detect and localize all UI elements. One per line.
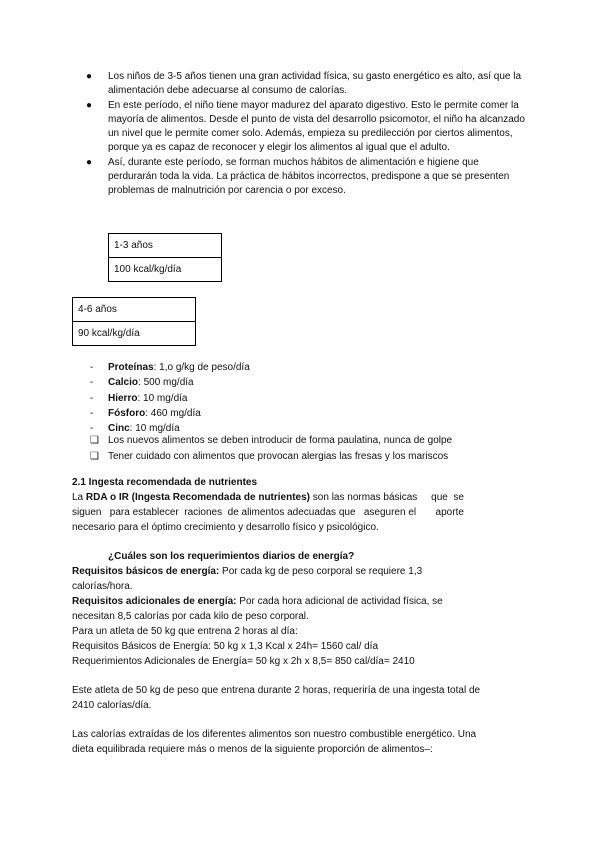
list-item: - Calcio: 500 mg/día xyxy=(90,377,194,389)
list-item: - Hierro: 10 mg/día xyxy=(90,392,188,404)
nutrient-list xyxy=(90,360,250,436)
paragraph-line: 2410 calorías/día. xyxy=(72,700,152,711)
question-heading: ¿Cuáles son los requerimientos diarios de energía? xyxy=(108,551,355,562)
paragraph-line: Requisitos básicos de energía: Por cada kg de peso corporal se requiere 1,3 xyxy=(72,566,423,577)
paragraph-line: calorías/hora. xyxy=(72,581,133,592)
checkbox-icon: ❑ xyxy=(90,435,99,446)
paragraph-line: necesitan 8,5 calorías por cada kilo de peso corporal. xyxy=(72,611,309,622)
kcal-table-1-3 xyxy=(108,233,222,282)
section-heading: 2.1 Ingesta recomendada de nutrientes xyxy=(72,477,258,488)
paragraph-line: Las calorías extraídas de los diferentes alimentos son nuestro combustible energético. Una xyxy=(72,729,477,740)
bullet-icon: ● xyxy=(86,71,93,82)
paragraph-line: siguen para establecer raciones de alimentos adecuadas que aseguren el aporte xyxy=(72,507,464,518)
list-item: ● En este período, el niño tiene mayor madurez del aparato digestivo. Esto le permite comer la mayoría de alimentos. Desde el punto de vista del desarrollo psicomotor, el niño ha alcanzado un nivel que le permite comer solo. Además, empieza su predilección por ciertos alimentos, porque ya es capaz de reconocer y elegir los alimentos al igual que el adulto. xyxy=(86,99,525,154)
table-cell: 90 kcal/kg/día xyxy=(73,322,196,346)
paragraph-line: Requerimientos Adicionales de Energía= 50 kg x 2h x 8,5= 850 cal/día= 2410 xyxy=(72,656,415,667)
paragraph-line: Requisitos Básicos de Energía: 50 kg x 1,3 Kcal x 24h= 1560 cal/ día xyxy=(72,641,379,652)
paragraph-line: Este atleta de 50 kg de peso que entrena durante 2 horas, requeriría de una ingesta total de xyxy=(72,685,481,696)
checkbox-icon: ❑ xyxy=(90,450,99,462)
list-item: ❑ Tener cuidado con alimentos que provocan alergias las fresas y los mariscos xyxy=(90,449,452,465)
list-item: - Fósforo: 460 mg/día xyxy=(90,407,201,419)
paragraph-line: necesario para el óptimo crecimiento y desarrollo físico y psicológico. xyxy=(72,522,379,533)
table-cell: 100 kcal/kg/día xyxy=(109,258,222,282)
list-item: ❑ Los nuevos alimentos se deben introducir de forma paulatina, nunca de golpe xyxy=(90,433,452,449)
paragraph-line: dieta equilibrada requiere más o menos de la siguiente proporción de alimentos–: xyxy=(72,744,433,755)
list-item: ● Los niños de 3-5 años tienen una gran actividad física, su gasto energético es alto, así que la alimentación debe adecuarse al consumo de calorías. xyxy=(86,71,522,97)
bullet-list xyxy=(86,70,526,199)
table-cell: 4-6 años xyxy=(73,298,196,322)
kcal-table-4-6 xyxy=(72,297,196,346)
paragraph-line: Para un atleta de 50 kg que entrena 2 horas al día: xyxy=(72,626,298,637)
check-list xyxy=(90,433,452,464)
list-item: - Proteínas: 1,o g/kg de peso/día xyxy=(90,362,250,373)
bullet-icon: ● xyxy=(86,99,93,111)
list-item: ● Así, durante este período, se forman muchos hábitos de alimentación e higiene que perdurarán toda la vida. La práctica de hábitos incorrectos, predispone a que se presenten problemas de malnutrición por carencia o por exceso. xyxy=(86,156,510,197)
table-cell: 1-3 años xyxy=(109,234,222,258)
paragraph-line: Requisitos adicionales de energía: Por cada hora adicional de actividad física, se xyxy=(72,596,443,607)
paragraph-line: La RDA o IR (Ingesta Recomendada de nutrientes) son las normas básicas que se xyxy=(72,492,464,503)
list-item: - Cinc: 10 mg/día xyxy=(90,423,180,435)
bullet-icon: ● xyxy=(86,156,93,168)
